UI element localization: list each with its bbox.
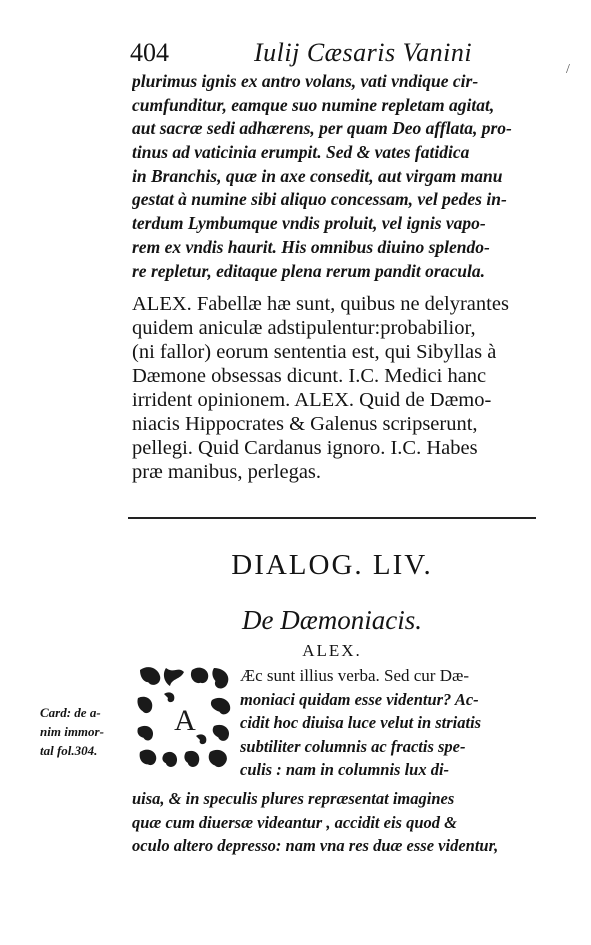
text-line: re repletur, editaque plena rerum pandit oracula. (132, 260, 485, 281)
text-line: (ni fallor) eorum sententia est, qui Sibyllas à (132, 341, 497, 363)
drop-cap-letter: A (174, 704, 196, 737)
text-line: oculo altero depresso: nam vna res duæ esse videntur, (132, 836, 499, 856)
text-line: quæ cum diuersæ videantur , accidit eis quod & (132, 812, 457, 832)
dialog-subtitle: De Dæmoniacis. (242, 605, 422, 635)
text-line: rem ex vndis haurit. His omnibus diuino splendo- (132, 236, 490, 257)
text-line: irrident opinionem. ALEX. Quid de Dæmo- (132, 389, 492, 411)
text-line: cumfunditur, eamque suo numine repletam agitat, (132, 94, 495, 115)
text-line: præ manibus, perlegas. (132, 461, 322, 483)
margin-note-line: tal fol.304. (40, 743, 98, 758)
text-line: plurimus ignis ex antro volans, vati vndique cir- (132, 71, 479, 91)
text-line: subtiliter columnis ac fractis spe- (240, 736, 466, 756)
text-line: aut sacræ sedi adhærens, per quam Deo afflata, pro- (132, 118, 512, 139)
dialog-opening-lines (240, 664, 540, 782)
text-line: ALEX. Fabellæ hæ sunt, quibus ne delyrantes (132, 293, 509, 315)
text-line: culis : nam in columnis lux di- (240, 760, 450, 780)
text-line: niacis Hippocrates & Galenus scripserunt, (132, 413, 478, 435)
text-line: moniaci quidam esse videntur? Ac- (240, 689, 479, 709)
speaker-label: ALEX. (302, 641, 362, 660)
text-line: pellegi. Quid Cardanus ignoro. I.C. Habes (132, 437, 478, 459)
stray-ink-mark: / (566, 62, 570, 77)
page-header (130, 38, 540, 68)
text-line: cidit hoc diuisa luce velut in striatis (240, 713, 482, 733)
page-number: 404 (130, 38, 169, 67)
text-line: quidem aniculæ adstipulentur:probabilior, (132, 317, 476, 339)
dialog-continuation-lines (132, 787, 540, 858)
section-divider (128, 517, 536, 519)
margin-note-line: Card: de a- (40, 705, 101, 720)
dialog-heading: DIALOG. LIV. (231, 549, 433, 581)
text-line: uisa, & in speculis plures repræsentat imagines (132, 789, 455, 808)
italic-passage (132, 70, 540, 283)
text-line: in Branchis, quæ in axe consedit, aut virgam manu (132, 165, 503, 186)
text-line: tinus ad vaticinia erumpit. Sed & vates fatidica (132, 142, 470, 163)
text-line: terdum Lymbumque vndis proluit, vel ignis vapo- (132, 213, 486, 234)
roman-passage (132, 292, 540, 484)
margin-note-line: nim immor- (40, 724, 104, 739)
running-title: Iulij Cæsaris Vanini (254, 38, 473, 67)
text-line: Dæmone obsessas dicunt. I.C. Medici hanc (132, 365, 487, 387)
ornamental-drop-cap (136, 664, 234, 774)
margin-note (40, 703, 130, 760)
text-line: Æc sunt illius verba. Sed cur Dæ- (240, 666, 469, 685)
text-line: gestat à numine sibi aliquo concessam, vel pedes in- (132, 189, 507, 210)
